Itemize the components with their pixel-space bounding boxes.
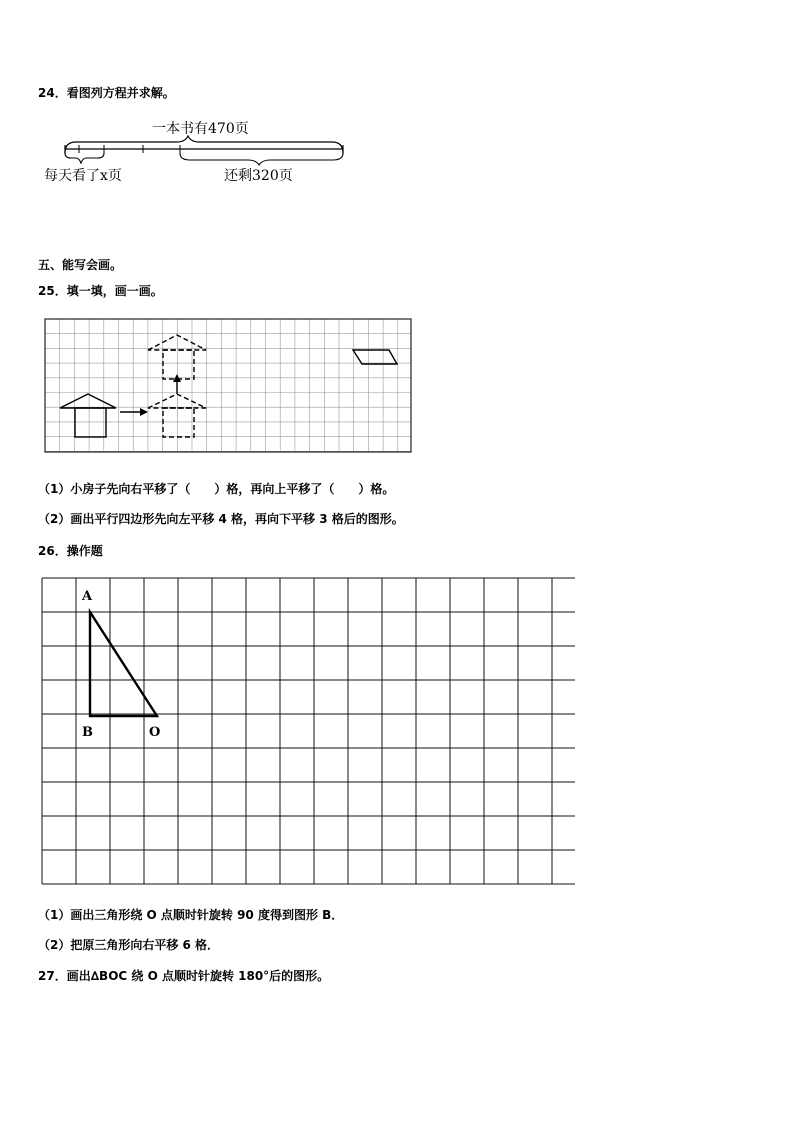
q24-segment-diagram	[40, 112, 360, 192]
q26-sub-question-1: （1）画出三角形绕 O 点顺时针旋转 90 度得到图形 B．	[38, 908, 344, 922]
question-26-title: 26．操作题	[38, 544, 103, 558]
q25-sub-question-2: （2）画出平行四边形先向左平移 4 格，再向下平移 3 格后的图形。	[38, 512, 404, 526]
q26-label-a: A	[82, 589, 93, 604]
q24-left-brace	[65, 153, 104, 163]
q24-left-label: 每天看了x页	[44, 168, 122, 184]
q24-right-brace	[180, 153, 343, 165]
section-5-title: 五、能写会画。	[38, 258, 123, 272]
q25-arrow-up	[173, 374, 181, 394]
q24-top-brace	[65, 136, 343, 153]
q26-sub-question-2: （2）把原三角形向右平移 6 格．	[38, 938, 220, 952]
q25-grid-border	[45, 319, 411, 452]
q25-original-house	[60, 394, 116, 437]
q25-grid-figure	[44, 318, 414, 454]
q24-right-label: 还剩320页	[224, 168, 293, 184]
q24-top-label: 一本书有470页	[152, 121, 249, 137]
q26-grid-figure	[41, 577, 579, 887]
question-27-title: 27．画出∆BOC 绕 O 点顺时针旋转 180°后的图形。	[38, 969, 330, 983]
question-25-title: 25．填一填，画一画。	[38, 284, 163, 298]
q26-grid	[42, 578, 575, 884]
q25-grid	[45, 319, 411, 452]
q25-arrow-right	[120, 408, 148, 416]
q26-label-o: O	[149, 725, 161, 740]
q26-triangle-abo	[90, 612, 157, 716]
q25-parallelogram	[353, 350, 397, 364]
q25-sub-question-1: （1）小房子先向右平移了（ ）格，再向上平移了（ ）格。	[38, 482, 395, 496]
q26-label-b: B	[82, 725, 93, 740]
question-24-title: 24．看图列方程并求解。	[38, 86, 175, 100]
